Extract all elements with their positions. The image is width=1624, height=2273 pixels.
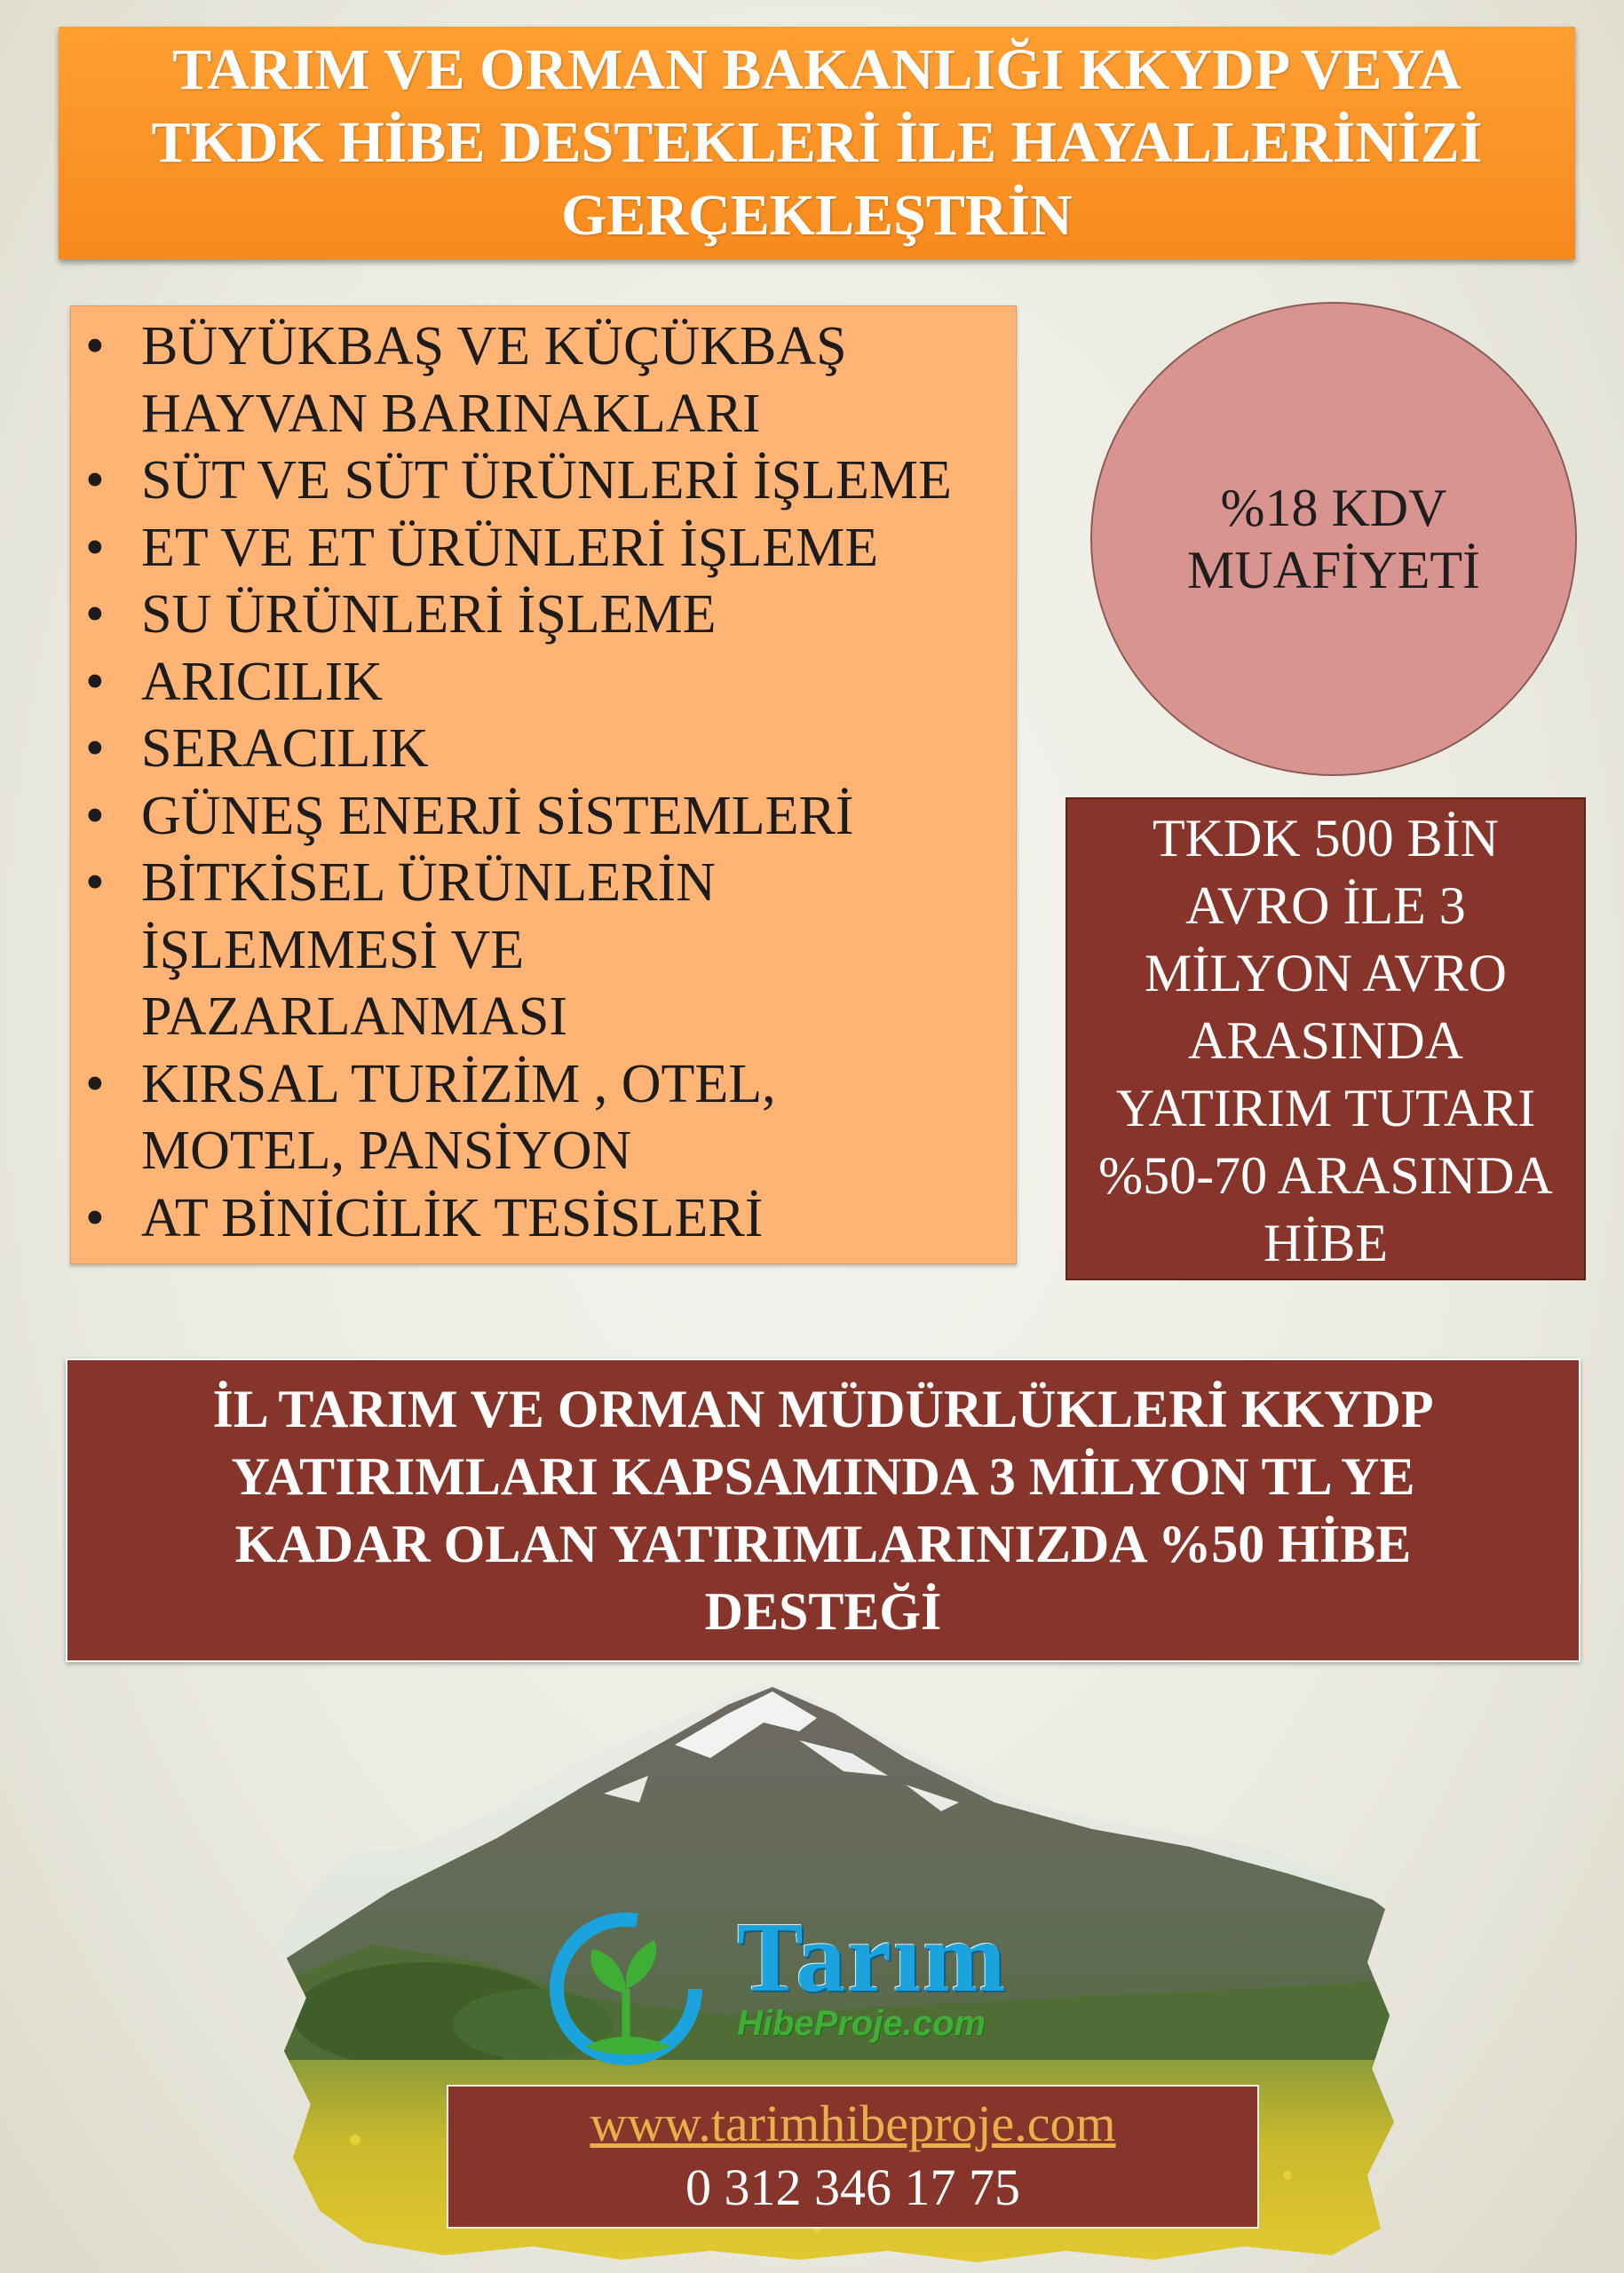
- list-item-line: HAYVAN BARINAKLARI: [141, 383, 761, 444]
- kdv-exemption-badge: [1090, 302, 1577, 776]
- list-item-line: PAZARLANMASI: [141, 986, 568, 1047]
- kkydp-line: KADAR OLAN YATIRIMLARINIZDA %50 HİBE: [234, 1515, 1412, 1573]
- kdv-line: MUAFİYETİ: [1187, 541, 1480, 599]
- list-item: [71, 447, 998, 515]
- list-item-line: İŞLEMMESİ VE: [141, 919, 525, 980]
- tkdk-line: ARASINDA: [1187, 1011, 1464, 1070]
- phone-number: 0 312 346 17 75: [685, 2158, 1020, 2216]
- tkdk-line: TKDK 500 BİN: [1153, 809, 1499, 867]
- kkydp-grant-banner: [66, 1358, 1580, 1662]
- website-link[interactable]: www.tarimhibeproje.com: [590, 2095, 1116, 2152]
- sector-list: [71, 313, 998, 1252]
- tkdk-line: HİBE: [1264, 1214, 1388, 1272]
- tkdk-line: MİLYON AVRO: [1145, 944, 1507, 1002]
- list-item-line: • AT BİNİCİLİK TESİSLERİ: [141, 1187, 764, 1248]
- kkydp-line: DESTEĞİ: [704, 1582, 942, 1641]
- list-item: [71, 1051, 998, 1185]
- list-item-line: • KIRSAL TURİZİM , OTEL,: [141, 1053, 776, 1114]
- list-item-line: • SU ÜRÜNLERİ İŞLEME: [141, 584, 717, 645]
- logo-subtitle: HibeProje.com: [737, 2004, 986, 2043]
- list-item-line: • ET VE ET ÜRÜNLERİ İŞLEME: [141, 517, 879, 578]
- list-item: [71, 783, 998, 851]
- sector-list-panel: [70, 305, 1017, 1264]
- kkydp-line: YATIRIMLARI KAPSAMINDA 3 MİLYON TL YE: [231, 1447, 1415, 1506]
- tarim-hibe-proje-logo: [537, 1905, 1132, 2073]
- logo-wordmark: Tarım: [737, 1903, 1008, 2013]
- tkdk-line: %50-70 ARASINDA: [1098, 1146, 1553, 1205]
- page-title-line: TARIM VE ORMAN BAKANLIĞI KKYDP VEYA: [172, 37, 1462, 102]
- contact-box: [447, 2085, 1259, 2229]
- seedling-icon: [537, 1905, 724, 2073]
- list-item: [71, 313, 998, 447]
- list-item-line: • BİTKİSEL ÜRÜNLERİN: [141, 852, 716, 913]
- kkydp-line: İL TARIM VE ORMAN MÜDÜRLÜKLERİ KKYDP: [212, 1380, 1434, 1438]
- list-item: [71, 649, 998, 717]
- tkdk-line: AVRO İLE 3: [1185, 876, 1466, 935]
- list-item: [71, 515, 998, 582]
- list-item-line: • SÜT VE SÜT ÜRÜNLERİ İŞLEME: [141, 450, 952, 511]
- page-title-line: TKDK HİBE DESTEKLERİ İLE HAYALLERİNİZİ: [151, 110, 1483, 175]
- list-item: [71, 850, 998, 1051]
- list-item-line: • GÜNEŞ ENERJİ SİSTEMLERİ: [141, 785, 854, 846]
- kdv-line: %18 KDV: [1220, 479, 1447, 537]
- page-title-line: GERÇEKLEŞTRİN: [561, 183, 1073, 248]
- list-item: [71, 716, 998, 783]
- list-item-line: • SERACILIK: [141, 718, 429, 779]
- list-item: [71, 582, 998, 649]
- tkdk-grant-box: [1066, 797, 1586, 1280]
- page-title-banner: [59, 27, 1575, 259]
- list-item-line: • ARICILIK: [141, 651, 384, 712]
- list-item-line: MOTEL, PANSİYON: [141, 1121, 632, 1181]
- list-item-line: • BÜYÜKBAŞ VE KÜÇÜKBAŞ: [141, 316, 847, 376]
- tkdk-line: YATIRIM TUTARI: [1115, 1079, 1536, 1137]
- list-item: [71, 1185, 998, 1253]
